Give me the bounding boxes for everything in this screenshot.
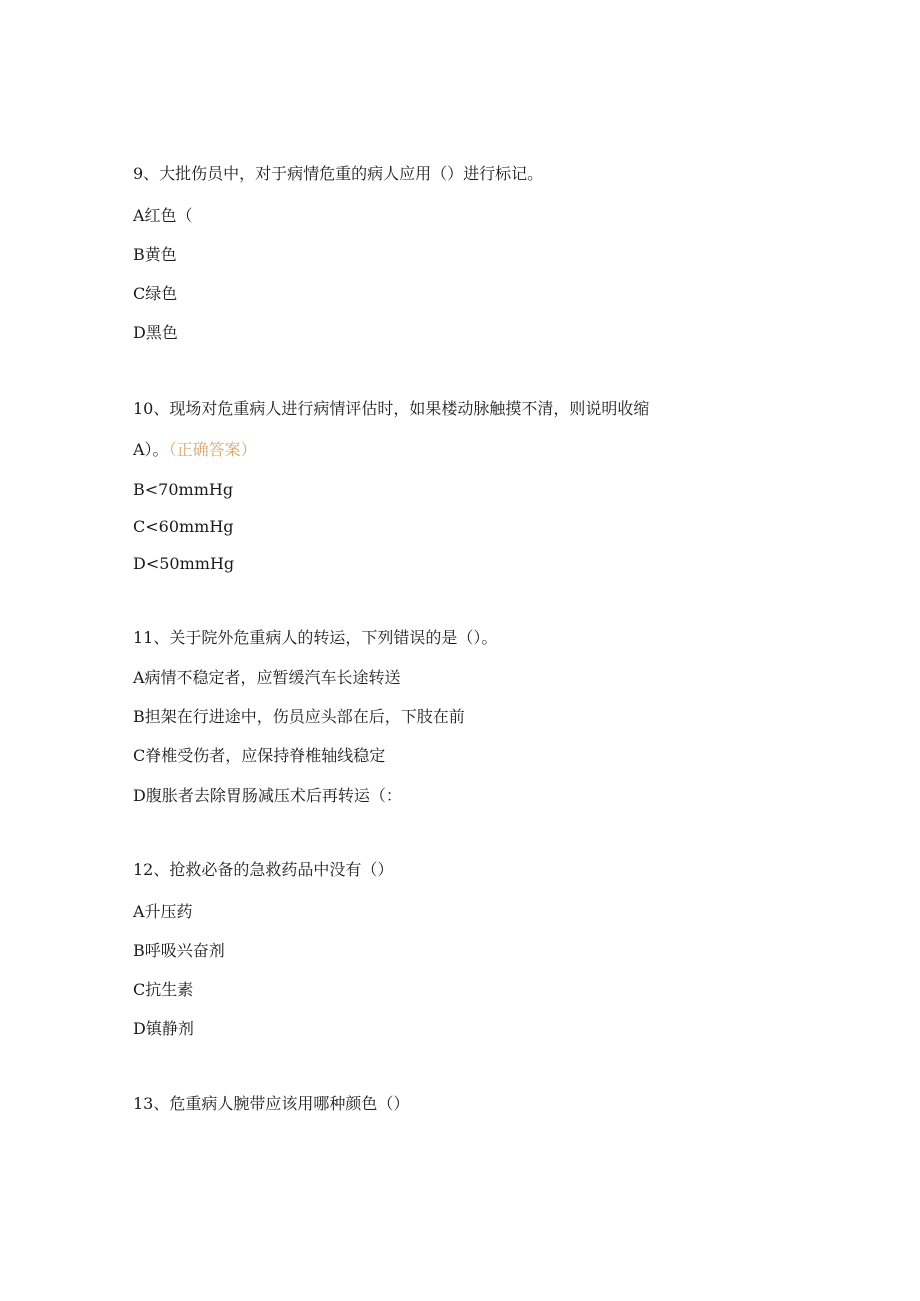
question-11-option-b: B担架在行进途中，伤员应头部在后，下肢在前 bbox=[133, 707, 465, 726]
question-12-option-a: A升压药 bbox=[133, 902, 193, 921]
question-12-stem: 12、抢救必备的急救药品中没有（） bbox=[133, 860, 394, 879]
question-12-option-b: B呼吸兴奋剂 bbox=[133, 941, 225, 960]
question-10-option-a: A）。 bbox=[133, 440, 169, 459]
correct-answer-hint: （正确答案） bbox=[168, 440, 257, 459]
question-10-option-d: D<50mmHg bbox=[133, 554, 235, 573]
question-9-option-b: B黄色 bbox=[133, 245, 177, 264]
question-9-option-c: C绿色 bbox=[133, 284, 178, 303]
question-11-option-d: D腹胀者去除胃肠减压术后再转运（： bbox=[133, 786, 402, 805]
question-9-stem: 9、大批伤员中，对于病情危重的病人应用（）进行标记。 bbox=[133, 164, 544, 183]
question-10-answer-line bbox=[133, 440, 257, 460]
question-10-stem: 10、现场对危重病人进行病情评估时，如果楼动脉触摸不清，则说明收缩 bbox=[133, 399, 650, 418]
question-9-option-d: D黑色 bbox=[133, 323, 178, 342]
question-11-stem: 11、关于院外危重病人的转运，下列错误的是（）。 bbox=[133, 628, 498, 647]
question-12-option-d: D镇静剂 bbox=[133, 1019, 194, 1038]
question-13-stem: 13、危重病人腕带应该用哪种颜色（） bbox=[133, 1094, 410, 1113]
question-10-option-c: C<60mmHg bbox=[133, 517, 234, 536]
question-11-option-a: A病情不稳定者，应暂缓汽车长途转送 bbox=[133, 668, 401, 687]
question-12-option-c: C抗生素 bbox=[133, 980, 194, 999]
question-9-option-a: A红色（ bbox=[133, 206, 193, 225]
question-10-option-b: B<70mmHg bbox=[133, 480, 234, 499]
question-11-option-c: C脊椎受伤者，应保持脊椎轴线稳定 bbox=[133, 746, 386, 765]
